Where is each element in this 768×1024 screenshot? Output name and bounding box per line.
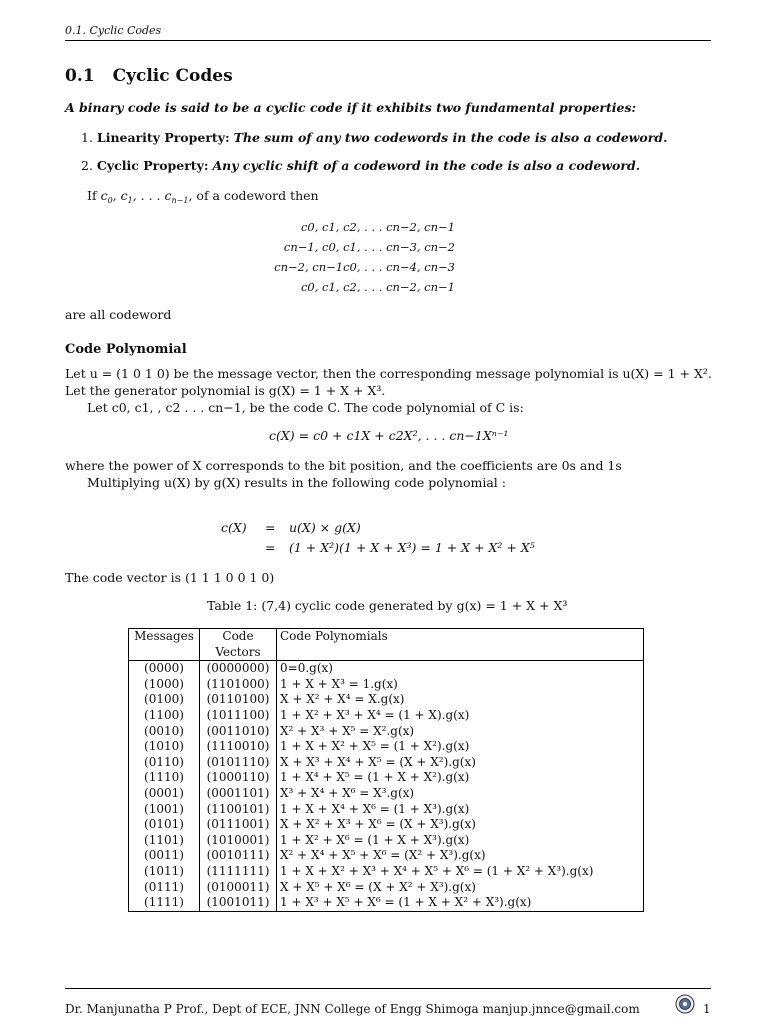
property-name: Linearity Property: [96, 130, 230, 145]
code-vector-cell: (0101110) [200, 755, 277, 771]
section-number: 0.1 [65, 66, 95, 86]
shift-line: c0, c1, c2, . . . cn−2, cn−1 [300, 220, 455, 234]
code-vector-cell: (1010001) [200, 833, 277, 849]
multiplying-text: Multiplying u(X) by g(X) results in the following code polynomial : [87, 475, 506, 490]
mult-rhs-line1: u(X) × g(X) [289, 520, 361, 535]
code-polynomial-cell: 1 + X⁴ + X⁵ = (1 + X + X²).g(x) [280, 770, 470, 785]
code-polynomial-cell: 1 + X + X⁴ + X⁶ = (1 + X³).g(x) [280, 801, 470, 816]
table-row [129, 833, 644, 849]
mult-equals: = [265, 520, 276, 535]
property-item-cyclic [81, 158, 640, 173]
shift-intro: If $c_0$, $c_1$, . . . $c_{n-1}$, of a codeword then [87, 188, 319, 205]
code-polynomial-cell: 1 + X² + X³ + X⁴ = (1 + X).g(x) [280, 707, 470, 722]
property-text: Any cyclic shift of a codeword in the code is also a codeword. [212, 158, 641, 173]
property-number: 1. [81, 130, 93, 145]
message-cell: (0110) [129, 755, 200, 771]
shift-intro-post: of a codeword then [196, 188, 319, 203]
message-cell: (1010) [129, 739, 200, 755]
code-vector-cell: (1101000) [200, 677, 277, 693]
message-cell: (1110) [129, 770, 200, 786]
shift-intro-pre: If [87, 188, 97, 203]
table-row [129, 677, 644, 693]
message-cell: (0101) [129, 817, 200, 833]
code-vector-cell: (1011100) [200, 708, 277, 724]
table-header-row [129, 629, 644, 661]
table-row [129, 786, 644, 802]
mult-rhs-line2: (1 + X²)(1 + X + X³) = 1 + X + X² + X⁵ [289, 540, 535, 555]
message-cell: (0111) [129, 880, 200, 896]
code-definition-text: Let c0, c1, , c2 . . . cn−1, be the code C. The code polynomial of C is: [87, 400, 524, 415]
message-cell: (1011) [129, 864, 200, 880]
code-polynomial-cell: 1 + X + X² + X⁵ = (1 + X²).g(x) [280, 739, 470, 754]
subsection-heading: Code Polynomial [65, 342, 187, 357]
property-name: Cyclic Property: [96, 158, 209, 173]
code-polynomial-cell: X² + X⁴ + X⁵ + X⁶ = (X² + X³).g(x) [280, 848, 486, 863]
message-cell: (1000) [129, 677, 200, 693]
table-row [129, 770, 644, 786]
code-polynomial-cell: X + X² + X³ + X⁶ = (X + X³).g(x) [280, 817, 476, 832]
code-vector-cell: (0001101) [200, 786, 277, 802]
mult-equals-2: = [265, 540, 276, 555]
code-vector-cell: (1100101) [200, 802, 277, 818]
code-vector-cell: (0010111) [200, 848, 277, 864]
table-row [129, 864, 644, 880]
code-polynomial-cell: 1 + X + X³ = 1.g(x) [280, 676, 398, 691]
message-cell: (0011) [129, 848, 200, 864]
table-body [129, 661, 644, 912]
shift-line: cn−2, cn−1c0, . . . cn−4, cn−3 [274, 260, 455, 274]
code-polynomial-cell: X + X⁵ + X⁶ = (X + X² + X³).g(x) [280, 879, 476, 894]
table-row [129, 802, 644, 818]
code-vector-cell: (1000110) [200, 770, 277, 786]
property-number: 2. [81, 158, 93, 173]
footer-text: Dr. Manjunatha P Prof., Dept of ECE, JNN College of Engg Shimoga manjup.jnnce@gmail.com [65, 1002, 640, 1016]
code-polynomial-cell: X² + X³ + X⁵ = X².g(x) [280, 723, 415, 738]
power-explanation-text: where the power of X corresponds to the bit position, and the coefficients are 0s and 1s [65, 458, 622, 473]
message-cell: (1100) [129, 708, 200, 724]
code-polynomial-cell: 1 + X³ + X⁵ + X⁶ = (1 + X + X² + X³).g(x) [280, 895, 532, 910]
code-vector-cell: (0011010) [200, 724, 277, 740]
property-text: The sum of any two codewords in the code is also a codeword. [233, 130, 668, 145]
table-row [129, 755, 644, 771]
code-polynomial-cell: X + X² + X⁴ = X.g(x) [280, 692, 405, 707]
header-rule [65, 40, 711, 41]
page-number: 1 [703, 1002, 711, 1016]
code-vector-cell: (1110010) [200, 739, 277, 755]
section-title [65, 66, 233, 86]
code-polynomial-equation: c(X) = c0 + c1X + c2X², . . . cn−1Xⁿ⁻¹ [269, 428, 509, 443]
message-cell: (0000) [129, 661, 200, 677]
message-cell: (0001) [129, 786, 200, 802]
code-vector-cell: (0000000) [200, 661, 277, 677]
message-cell: (1111) [129, 895, 200, 911]
intro-statement: A binary code is said to be a cyclic code if it exhibits two fundamental properties: [65, 100, 637, 115]
code-vector-cell: (0100011) [200, 880, 277, 896]
table-row [129, 692, 644, 708]
code-vector-cell: (1111111) [200, 864, 277, 880]
code-polynomial-cell: X + X³ + X⁴ + X⁵ = (X + X²).g(x) [280, 754, 476, 769]
mult-lhs: c(X) [221, 520, 247, 535]
property-item-linearity [81, 130, 667, 145]
table-row [129, 661, 644, 677]
table-row [129, 895, 644, 911]
shift-line: cn−1, c0, c1, . . . cn−3, cn−2 [283, 240, 455, 254]
header-messages: Messages [129, 629, 200, 661]
message-cell: (0010) [129, 724, 200, 740]
message-vector-text: Let u = (1 0 1 0) be the message vector, then the corresponding message polynomial is u(X) = 1 + X². [65, 366, 712, 381]
all-codeword-text: are all codeword [65, 307, 172, 322]
header-code-vectors: Code Vectors [200, 629, 277, 661]
table-row [129, 880, 644, 896]
table-caption: Table 1: (7,4) cyclic code generated by g(x) = 1 + X + X³ [207, 598, 568, 613]
code-polynomial-cell: 0=0.g(x) [280, 661, 333, 676]
table-row [129, 739, 644, 755]
footer-rule [65, 988, 711, 989]
running-head: 0.1. Cyclic Codes [65, 24, 162, 37]
message-cell: (1101) [129, 833, 200, 849]
shift-line: c0, c1, c2, . . . cn−2, cn−1 [300, 280, 455, 294]
table-row [129, 848, 644, 864]
header-code-polynomials: Code Polynomials [277, 629, 644, 661]
table-row [129, 724, 644, 740]
message-cell: (1001) [129, 802, 200, 818]
code-polynomial-cell: X³ + X⁴ + X⁶ = X³.g(x) [280, 785, 415, 800]
code-polynomial-cell: 1 + X + X² + X³ + X⁴ + X⁵ + X⁶ = (1 + X² + X³).g(x) [280, 863, 594, 878]
generator-text: Let the generator polynomial is g(X) = 1 + X + X³. [65, 383, 386, 398]
code-vector-cell: (0110100) [200, 692, 277, 708]
code-vector-cell: (0111001) [200, 817, 277, 833]
table-row [129, 708, 644, 724]
section-title-text: Cyclic Codes [112, 66, 233, 86]
code-polynomial-cell: 1 + X² + X⁶ = (1 + X + X³).g(x) [280, 832, 470, 847]
cyclic-code-table [128, 628, 644, 912]
code-vector-text: The code vector is (1 1 1 0 0 1 0) [65, 570, 275, 585]
table-row [129, 817, 644, 833]
college-seal-icon [675, 994, 695, 1014]
code-vector-cell: (1001011) [200, 895, 277, 911]
message-cell: (0100) [129, 692, 200, 708]
